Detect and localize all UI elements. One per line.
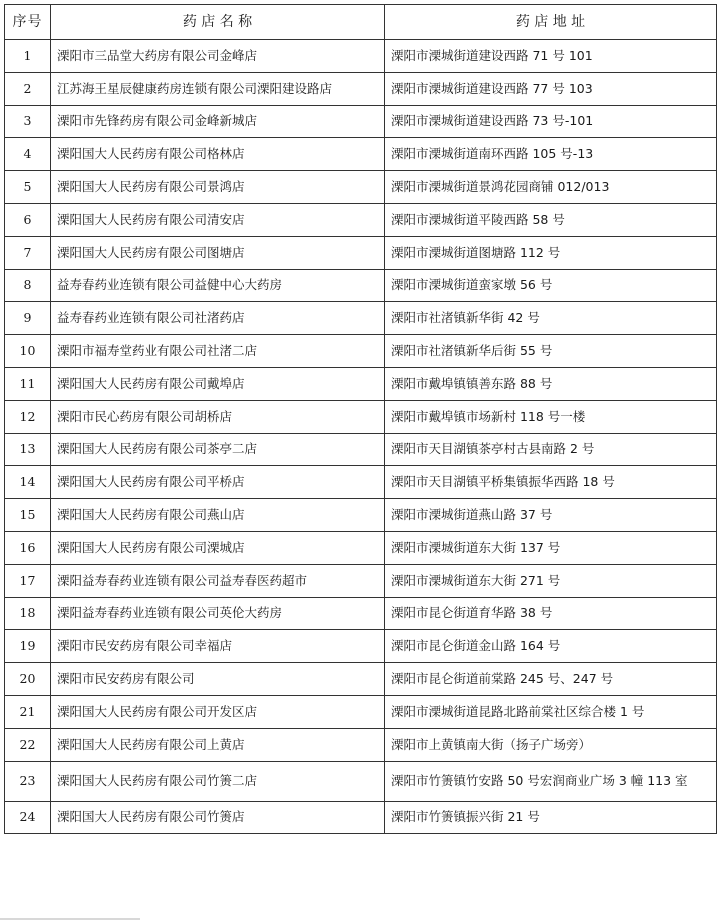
- row-index-cell: 6: [5, 203, 51, 236]
- pharmacy-address-cell: 溧阳市昆仑街道育华路 38 号: [385, 597, 717, 630]
- pharmacy-name-cell: 溧阳国大人民药房有限公司燕山店: [51, 499, 385, 532]
- table-row: [5, 761, 717, 801]
- pharmacy-address-cell: 溧阳市竹箦镇振兴街 21 号: [385, 801, 717, 834]
- header-row: [5, 5, 717, 40]
- pharmacy-name-cell: 溧阳国大人民药房有限公司溧城店: [51, 531, 385, 564]
- pharmacy-address-cell: 溧阳市溧城街道建设西路 71 号 101: [385, 40, 717, 73]
- pharmacy-address-cell: 溧阳市溧城街道建设西路 73 号-101: [385, 105, 717, 138]
- table-row: [5, 630, 717, 663]
- table-row: [5, 564, 717, 597]
- row-index-cell: 16: [5, 531, 51, 564]
- table-body: [5, 40, 717, 834]
- pharmacy-address-cell: 溧阳市溧城街道昆路北路前棠社区综合楼 1 号: [385, 695, 717, 728]
- address-column-header: 药 店 地 址: [385, 5, 717, 40]
- row-index-cell: 18: [5, 597, 51, 630]
- table-row: [5, 138, 717, 171]
- row-index-cell: 12: [5, 400, 51, 433]
- pharmacy-address-cell: 溧阳市戴埠镇镇善东路 88 号: [385, 367, 717, 400]
- row-index-cell: 13: [5, 433, 51, 466]
- row-index-cell: 21: [5, 695, 51, 728]
- pharmacy-address-cell: 溧阳市天目湖镇茶亭村古县南路 2 号: [385, 433, 717, 466]
- pharmacy-address-cell: 溧阳市溧城街道图塘路 112 号: [385, 236, 717, 269]
- pharmacy-name-cell: 溧阳益寿春药业连锁有限公司益寿春医药超市: [51, 564, 385, 597]
- pharmacy-address-cell: 溧阳市上黄镇南大街（扬子广场旁）: [385, 728, 717, 761]
- table-row: [5, 597, 717, 630]
- pharmacy-name-cell: 溧阳国大人民药房有限公司开发区店: [51, 695, 385, 728]
- pharmacy-name-cell: 溧阳市先锋药房有限公司金峰新城店: [51, 105, 385, 138]
- table-row: [5, 499, 717, 532]
- row-index-cell: 11: [5, 367, 51, 400]
- row-index-cell: 1: [5, 40, 51, 73]
- row-index-cell: 4: [5, 138, 51, 171]
- table-row: [5, 72, 717, 105]
- table-row: [5, 531, 717, 564]
- pharmacy-name-cell: 溧阳国大人民药房有限公司竹箦二店: [51, 761, 385, 801]
- row-index-cell: 9: [5, 302, 51, 335]
- row-index-cell: 20: [5, 663, 51, 696]
- pharmacy-address-cell: 溧阳市溧城街道燕山路 37 号: [385, 499, 717, 532]
- pharmacy-address-cell: 溧阳市昆仑街道金山路 164 号: [385, 630, 717, 663]
- pharmacy-name-cell: 溧阳国大人民药房有限公司戴埠店: [51, 367, 385, 400]
- row-index-cell: 17: [5, 564, 51, 597]
- pharmacy-address-cell: 溧阳市溧城街道蛮家墩 56 号: [385, 269, 717, 302]
- pharmacy-address-cell: 溧阳市竹箦镇竹安路 50 号宏润商业广场 3 幢 113 室: [385, 761, 717, 801]
- pharmacy-address-cell: 溧阳市溧城街道景鸿花园商铺 012/013: [385, 171, 717, 204]
- pharmacy-address-cell: 溧阳市溧城街道南环西路 105 号-13: [385, 138, 717, 171]
- pharmacy-name-cell: 溧阳市民安药房有限公司: [51, 663, 385, 696]
- pharmacy-name-cell: 溧阳市民安药房有限公司幸福店: [51, 630, 385, 663]
- pharmacy-list-table: [4, 4, 717, 834]
- table-row: [5, 40, 717, 73]
- index-column-header: 序号: [5, 5, 51, 40]
- row-index-cell: 10: [5, 335, 51, 368]
- pharmacy-name-cell: 益寿春药业连锁有限公司社渚药店: [51, 302, 385, 335]
- pharmacy-name-cell: 溧阳国大人民药房有限公司平桥店: [51, 466, 385, 499]
- page-bottom-divider: [0, 918, 140, 920]
- pharmacy-address-cell: 溧阳市戴埠镇市场新村 118 号一楼: [385, 400, 717, 433]
- table-header: [5, 5, 717, 40]
- pharmacy-name-cell: 溧阳国大人民药房有限公司图塘店: [51, 236, 385, 269]
- pharmacy-name-cell: 江苏海王星辰健康药房连锁有限公司溧阳建设路店: [51, 72, 385, 105]
- pharmacy-address-cell: 溧阳市溧城街道平陵西路 58 号: [385, 203, 717, 236]
- pharmacy-address-cell: 溧阳市社渚镇新华后街 55 号: [385, 335, 717, 368]
- row-index-cell: 8: [5, 269, 51, 302]
- pharmacy-address-cell: 溧阳市社渚镇新华街 42 号: [385, 302, 717, 335]
- table-row: [5, 663, 717, 696]
- table-row: [5, 236, 717, 269]
- row-index-cell: 14: [5, 466, 51, 499]
- row-index-cell: 24: [5, 801, 51, 834]
- table-row: [5, 801, 717, 834]
- row-index-cell: 2: [5, 72, 51, 105]
- name-column-header: 药 店 名 称: [51, 5, 385, 40]
- row-index-cell: 3: [5, 105, 51, 138]
- pharmacy-name-cell: 溧阳市福寿堂药业有限公司社渚二店: [51, 335, 385, 368]
- pharmacy-name-cell: 溧阳国大人民药房有限公司清安店: [51, 203, 385, 236]
- table-row: [5, 171, 717, 204]
- pharmacy-name-cell: 益寿春药业连锁有限公司益健中心大药房: [51, 269, 385, 302]
- row-index-cell: 23: [5, 761, 51, 801]
- pharmacy-name-cell: 溧阳国大人民药房有限公司竹箦店: [51, 801, 385, 834]
- table-row: [5, 335, 717, 368]
- table-row: [5, 302, 717, 335]
- table-row: [5, 728, 717, 761]
- pharmacy-name-cell: 溧阳国大人民药房有限公司上黄店: [51, 728, 385, 761]
- pharmacy-address-cell: 溧阳市天目湖镇平桥集镇振华西路 18 号: [385, 466, 717, 499]
- pharmacy-name-cell: 溧阳国大人民药房有限公司茶亭二店: [51, 433, 385, 466]
- row-index-cell: 22: [5, 728, 51, 761]
- row-index-cell: 5: [5, 171, 51, 204]
- table-row: [5, 367, 717, 400]
- row-index-cell: 7: [5, 236, 51, 269]
- table-row: [5, 105, 717, 138]
- pharmacy-name-cell: 溧阳国大人民药房有限公司格林店: [51, 138, 385, 171]
- pharmacy-address-cell: 溧阳市溧城街道东大街 137 号: [385, 531, 717, 564]
- table-row: [5, 466, 717, 499]
- row-index-cell: 19: [5, 630, 51, 663]
- pharmacy-address-cell: 溧阳市溧城街道建设西路 77 号 103: [385, 72, 717, 105]
- pharmacy-address-cell: 溧阳市溧城街道东大街 271 号: [385, 564, 717, 597]
- table-row: [5, 203, 717, 236]
- table-row: [5, 433, 717, 466]
- pharmacy-name-cell: 溧阳益寿春药业连锁有限公司英伦大药房: [51, 597, 385, 630]
- pharmacy-name-cell: 溧阳国大人民药房有限公司景鸿店: [51, 171, 385, 204]
- pharmacy-address-cell: 溧阳市昆仑街道前棠路 245 号、247 号: [385, 663, 717, 696]
- row-index-cell: 15: [5, 499, 51, 532]
- pharmacy-name-cell: 溧阳市民心药房有限公司胡桥店: [51, 400, 385, 433]
- table-row: [5, 269, 717, 302]
- table-row: [5, 695, 717, 728]
- pharmacy-name-cell: 溧阳市三品堂大药房有限公司金峰店: [51, 40, 385, 73]
- table-row: [5, 400, 717, 433]
